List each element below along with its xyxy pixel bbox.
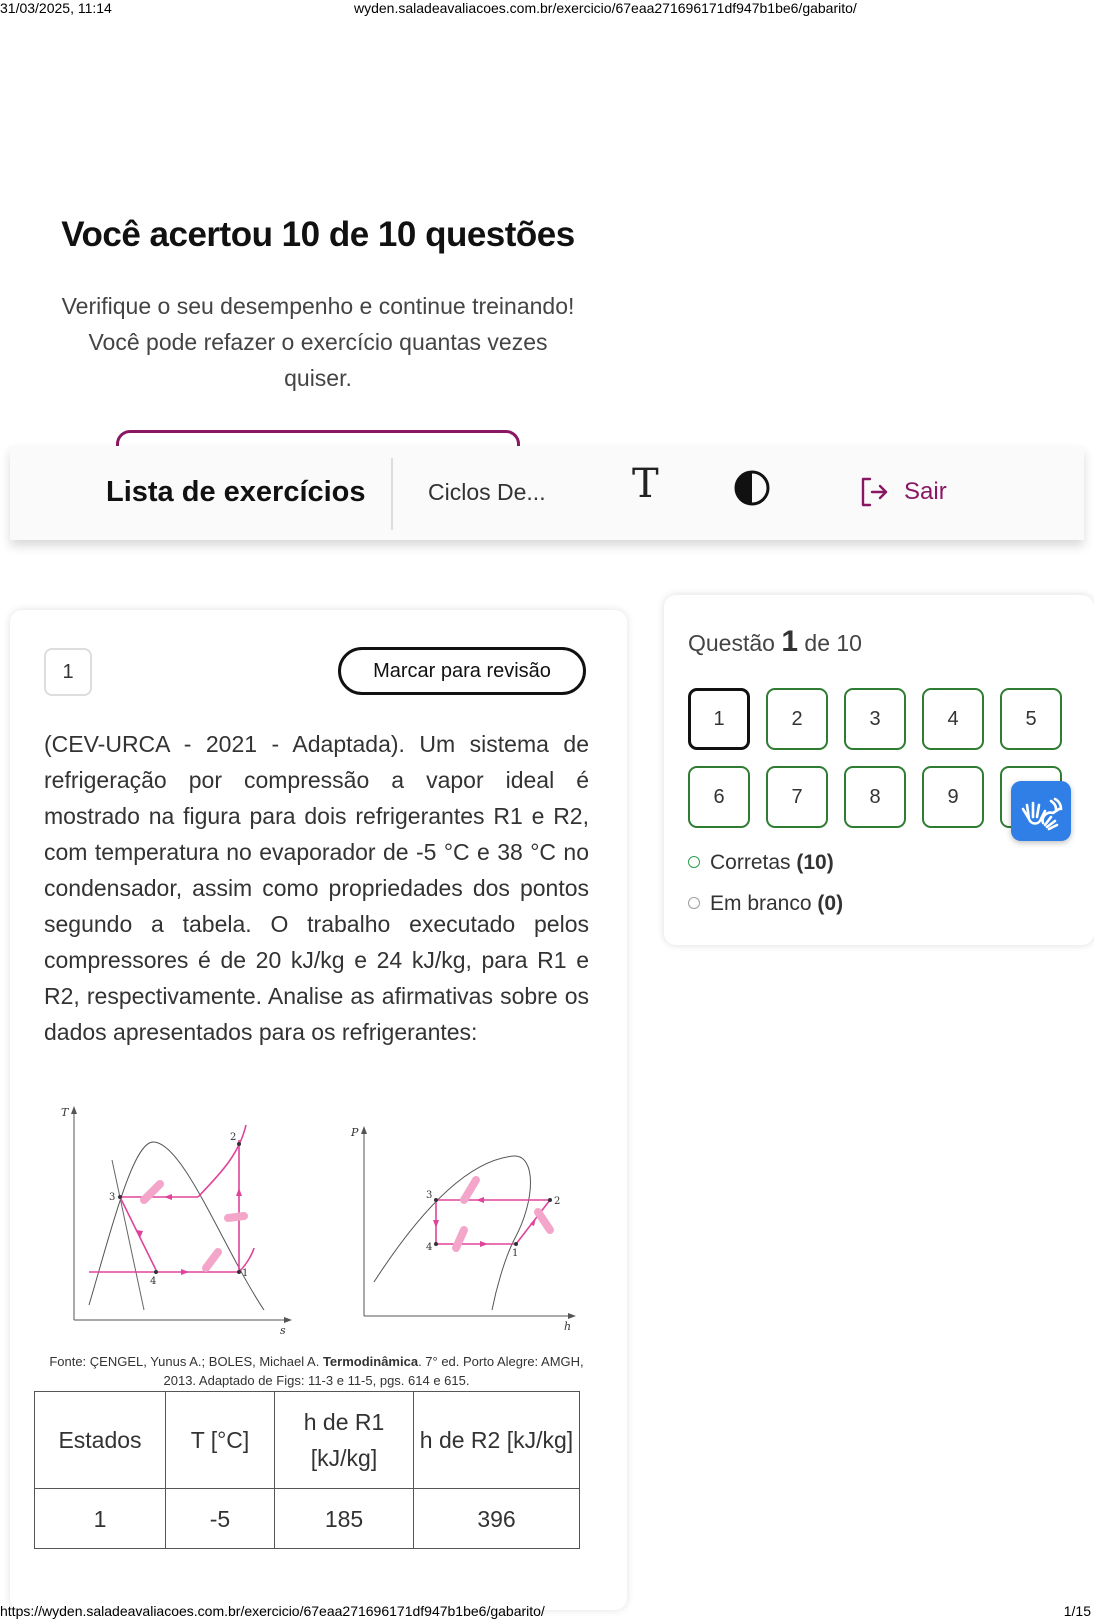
- navigator-prefix: Questão: [688, 630, 775, 656]
- print-datetime: 31/03/2025, 11:14: [0, 0, 112, 16]
- navigator-suffix: de 10: [804, 630, 862, 656]
- ts-point-4: 4: [150, 1276, 157, 1287]
- navigator-current: 1: [781, 625, 799, 658]
- figure-caption: [44, 1352, 589, 1390]
- ph-point-4: 4: [426, 1242, 433, 1253]
- exercise-breadcrumb[interactable]: Ciclos De...: [428, 479, 546, 505]
- ph-point-1: 1: [512, 1248, 519, 1259]
- caption-book: Termodinâmica: [322, 1354, 419, 1369]
- question-button-9[interactable]: 9: [922, 766, 984, 828]
- contrast-icon[interactable]: [733, 469, 771, 507]
- ts-axis-y: T: [61, 1106, 69, 1119]
- table-header: h de R2 [kJ/kg]: [414, 1392, 580, 1489]
- legend-correct-label: Corretas: [710, 851, 791, 874]
- exit-label: Sair: [904, 478, 947, 505]
- table-header: Estados: [35, 1392, 166, 1489]
- legend-correct-count: (10): [796, 851, 834, 874]
- question-button-7[interactable]: 7: [766, 766, 828, 828]
- exit-icon: [858, 476, 890, 508]
- table-header: h de R1 [kJ/kg]: [275, 1392, 414, 1489]
- exit-button[interactable]: [858, 470, 970, 514]
- exercise-toolbar: [10, 446, 1084, 540]
- caption-prefix: Fonte: ÇENGEL, Yunus A.; BOLES, Michael A.: [49, 1354, 323, 1369]
- toolbar-divider: [391, 458, 393, 530]
- sign-language-icon: [1011, 781, 1071, 841]
- ts-diagram: [61, 1106, 292, 1337]
- question-button-8[interactable]: 8: [844, 766, 906, 828]
- legend-blank-count: (0): [817, 892, 844, 915]
- legend-correct: [688, 851, 834, 875]
- exercise-list-title: Lista de exercícios: [106, 476, 366, 508]
- properties-table: [34, 1391, 580, 1549]
- ph-axis-x: h: [564, 1320, 572, 1333]
- refrigeration-cycle-figure: [44, 1100, 589, 1337]
- question-navigator: [664, 595, 1094, 945]
- question-text: (CEV-URCA - 2021 - Adaptada). Um sistema de refrigeração por compressão a vapor ideal é mostrado na figura para dois refrigerantes R1 e R2, com temperatura no evaporador de -5 °C e 38 °C no condensador, assim como propriedades dos pontos segundo a tabela. O trabalho executado pelos compressores é de 20 kJ/kg e 24 kJ/kg, para R1 e R2, respectivamente. Analise as afirmativas sobre os dados apresentados para os refrigerantes:: [44, 731, 589, 1045]
- correct-status-icon: [688, 856, 700, 868]
- font-size-icon[interactable]: T: [632, 461, 659, 507]
- ts-point-3: 3: [109, 1192, 116, 1203]
- ph-axis-y: P: [351, 1126, 359, 1139]
- result-title: Você acertou 10 de 10 questões: [61, 215, 575, 254]
- question-button-3[interactable]: 3: [844, 688, 906, 750]
- ph-point-2: 2: [554, 1196, 561, 1207]
- table-header-row: [35, 1392, 580, 1489]
- ts-axis-x: s: [280, 1324, 286, 1337]
- table-cell: 1: [35, 1489, 166, 1549]
- mark-review-button[interactable]: Marcar para revisão: [338, 647, 586, 695]
- question-button-4[interactable]: 4: [922, 688, 984, 750]
- ph-diagram: [350, 1126, 576, 1333]
- sign-language-button[interactable]: [1011, 781, 1071, 841]
- table-header: T [°C]: [166, 1392, 275, 1489]
- question-button-6[interactable]: 6: [688, 766, 750, 828]
- table-cell: 185: [275, 1489, 414, 1549]
- navigator-title: [688, 625, 862, 659]
- print-header: [0, 0, 1094, 18]
- result-subtitle: Verifique o seu desempenho e continue treinando! Você pode refazer o exercício quantas vezes quiser.: [61, 293, 575, 391]
- table-cell: 396: [414, 1489, 580, 1549]
- question-button-2[interactable]: 2: [766, 688, 828, 750]
- question-button-5[interactable]: 5: [1000, 688, 1062, 750]
- question-button-1[interactable]: 1: [688, 688, 750, 750]
- legend-blank: [688, 892, 843, 916]
- question-number: 1: [44, 648, 92, 696]
- table-cell: -5: [166, 1489, 275, 1549]
- ph-point-3: 3: [426, 1190, 433, 1201]
- print-footer: [0, 1603, 1094, 1621]
- print-footer-url: https://wyden.saladeavaliacoes.com.br/exercicio/67eaa271696171df947b1be6/gabarito/: [0, 1603, 545, 1619]
- ts-point-1: 1: [242, 1268, 249, 1279]
- legend-blank-label: Em branco: [710, 892, 812, 915]
- print-page-number: 1/15: [1063, 1603, 1091, 1619]
- ts-point-2: 2: [230, 1132, 237, 1143]
- table-row: [35, 1489, 580, 1549]
- caption-suffix: . 7° ed. Porto Alegre: AMGH, 2013. Adaptado de Figs: 11-3 e 11-5, pgs. 614 e 615.: [163, 1354, 584, 1388]
- blank-status-icon: [688, 897, 700, 909]
- print-url: wyden.saladeavaliacoes.com.br/exercicio/67eaa271696171df947b1be6/gabarito/: [354, 0, 857, 16]
